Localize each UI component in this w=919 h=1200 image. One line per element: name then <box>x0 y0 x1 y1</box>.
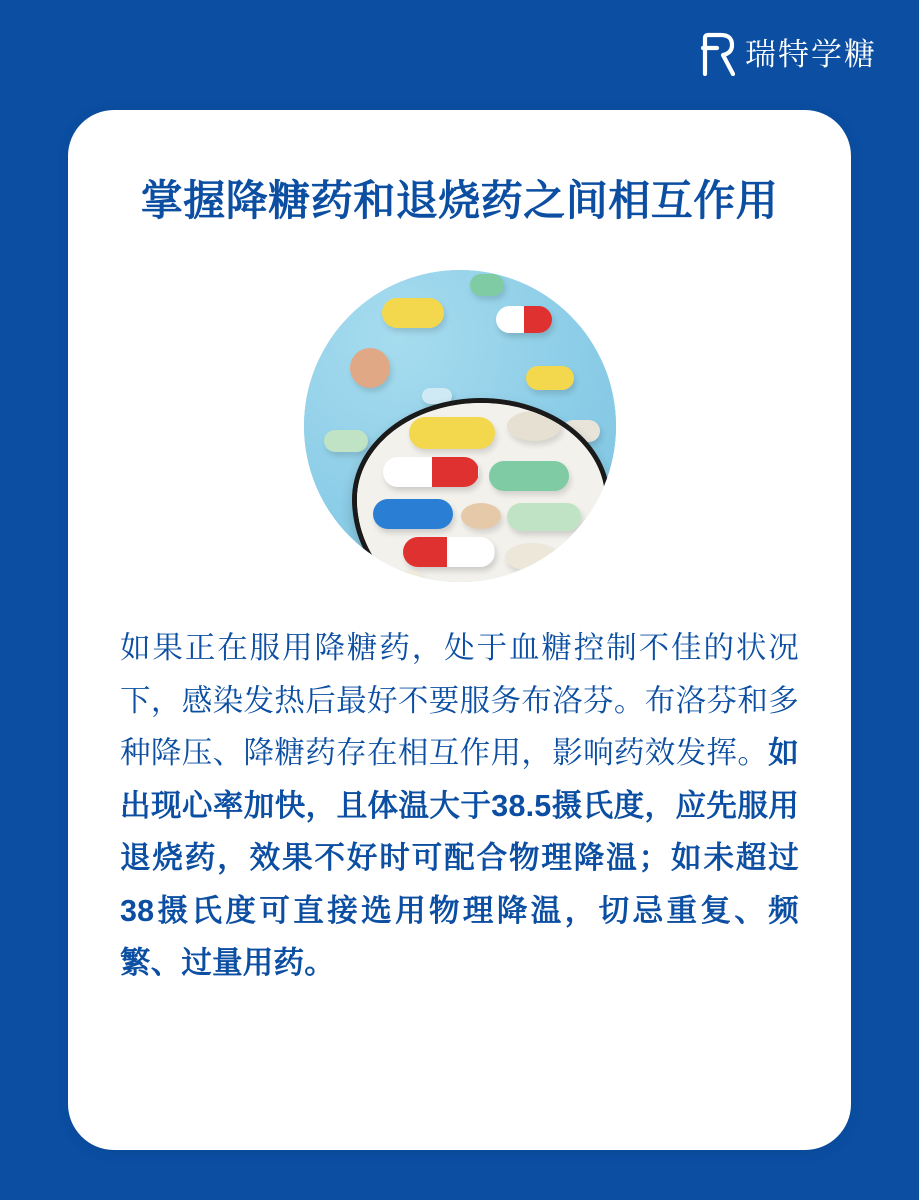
bowl-pill-blue-capsule <box>373 499 453 529</box>
pills-in-bowl-photo <box>304 270 616 582</box>
body-text-part1: 如果正在服用降糖药，处于血糖控制不佳的状况下，感染发热后最好不要服务布洛芬。布洛芬和多种降压、降糖药存在相互作用，影响药效发挥。 <box>120 631 799 771</box>
bowl-pill-green-capsule <box>489 461 569 491</box>
pill-tan-round <box>350 348 390 388</box>
bowl-pill-white-round <box>505 543 559 571</box>
bowl-pill-red-white-capsule <box>403 537 495 567</box>
brand-logo <box>701 28 877 80</box>
page-title: 掌握降糖药和退烧药之间相互作用 <box>140 177 779 224</box>
content-card <box>68 110 851 1150</box>
bowl-pill-cream <box>365 571 425 582</box>
illustration <box>304 270 616 582</box>
body-text-part2: 如出现心率加快，且体温大于38.5摄氏度，应先服用退烧药，效果不好时可配合物理降温；如未超过38摄氏度可直接选用物理降温，切忌重复、频繁、过量用药。 <box>120 736 799 981</box>
pill-green-small <box>470 274 504 296</box>
bowl-pill-beige-round <box>507 411 561 441</box>
bowl-pill-yellow <box>409 417 495 449</box>
pill-yellow-small <box>526 366 574 390</box>
bowl-pill-white-red-capsule <box>383 457 479 487</box>
bowl-pill-tan-round <box>461 503 501 529</box>
body-paragraph <box>68 622 851 989</box>
bowl <box>352 398 610 582</box>
brand-name: 瑞特学糖 <box>745 36 877 72</box>
pill-yellow-capsule <box>382 298 444 328</box>
pill-red-white-capsule <box>496 306 552 333</box>
bowl-pill-mint-capsule <box>507 503 581 531</box>
r-monogram-icon <box>701 32 735 76</box>
